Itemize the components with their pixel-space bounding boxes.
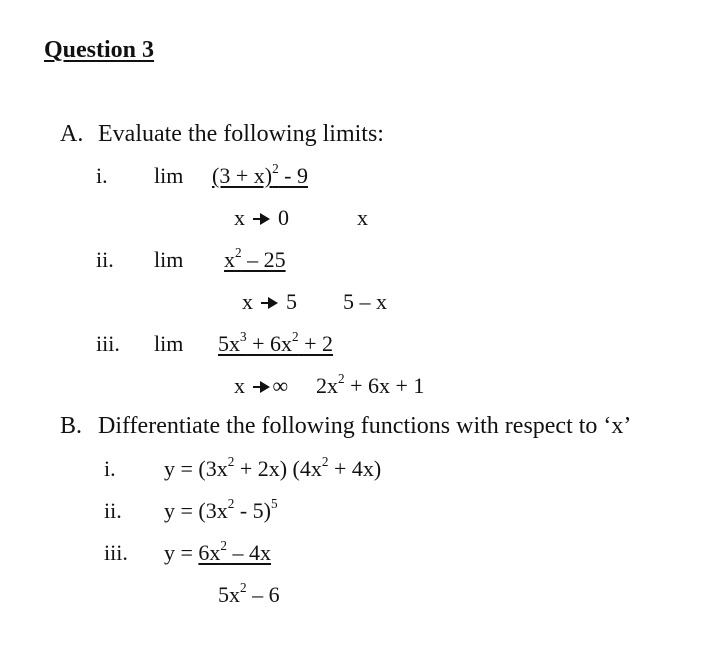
limit-i-approach: x 0 — [234, 205, 289, 230]
limit-ii-numeral: ii. — [96, 247, 114, 272]
limit-i-numerator: $(3 + x)^2 - 9$ — [212, 161, 308, 188]
limit-i-denominator: x — [357, 205, 368, 230]
part-a-instruction: Evaluate the following limits: — [98, 121, 384, 147]
part-b-heading: B. — [60, 413, 83, 439]
derivative-iii-denominator: $5x^2 - 6$ — [218, 580, 280, 607]
derivative-ii-numeral: ii. — [104, 498, 122, 523]
limit-ii-approach: x 5 — [242, 289, 297, 314]
limit-iii-numeral: iii. — [96, 331, 120, 356]
limit-iii-denominator: $2x^2 + 6x + 1$ — [316, 371, 425, 398]
arrow-right-icon — [261, 296, 279, 310]
limit-i-numeral: i. — [96, 163, 108, 188]
derivative-i-numeral: i. — [104, 456, 116, 481]
limit-iii-numerator: $5x^3 + 6x^2 + 2$ — [218, 329, 334, 356]
limit-i-lim: lim — [154, 163, 184, 188]
limit-ii-denominator: 5 – x — [343, 289, 387, 314]
limit-ii-numerator: $x^2 - 25$ — [224, 245, 286, 272]
derivative-i-function: $y = (3x^2 + 2x) (4x^2 + 4x)$ — [164, 454, 382, 481]
limit-iii-lim: lim — [154, 331, 184, 356]
part-b-instruction: Differentiate the following functions with respect to ‘x’ — [98, 413, 632, 439]
arrow-right-icon — [253, 212, 271, 226]
limit-iii-approach: x ∞ — [234, 373, 289, 398]
derivative-iii-numerator: $6x^2 - 4x$ — [198, 538, 272, 565]
question-title: Question 3 — [44, 37, 155, 63]
arrow-right-icon — [253, 380, 271, 394]
infinity-symbol: ∞ — [272, 373, 289, 398]
part-a-heading: A. — [60, 121, 84, 147]
derivative-iii-numeral: iii. — [104, 540, 128, 565]
derivative-ii-function: $y = (3x^2 - 5)^5$ — [164, 496, 278, 523]
derivative-iii-function: $y = 6x^2 - 4x$ — [164, 538, 272, 565]
limit-ii-lim: lim — [154, 247, 184, 272]
